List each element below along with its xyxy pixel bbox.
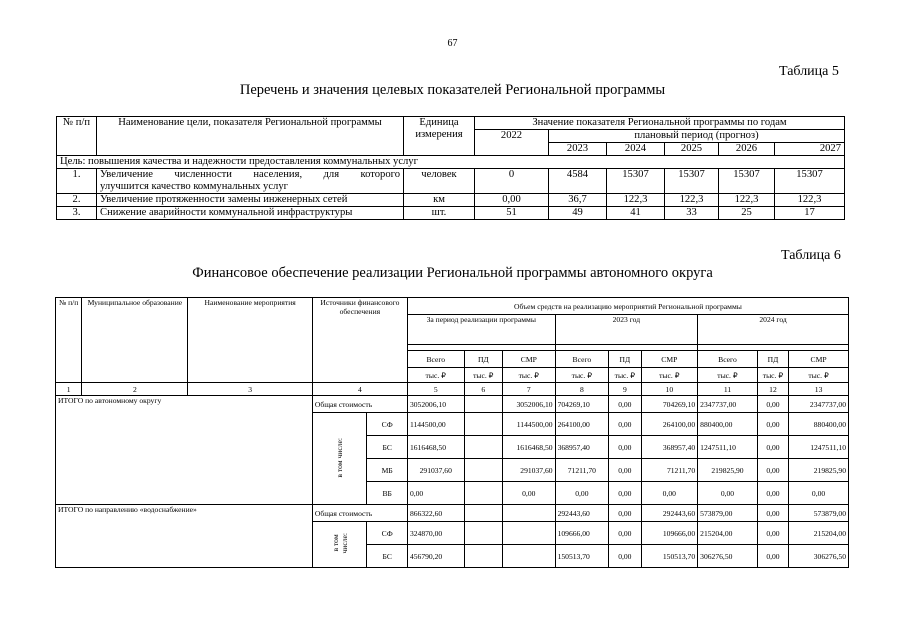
amount-cell: 71211,70 xyxy=(641,459,698,482)
header-year: 2027 xyxy=(775,143,845,156)
block-title: ИТОГО по автономному округу xyxy=(56,396,313,505)
amount-cell: 71211,70 xyxy=(555,459,609,482)
amount-cell: 0,00 xyxy=(789,482,849,505)
header-period-total: За период реализации программы xyxy=(407,315,555,345)
header-values-by-year: Значение показателя Региональной программы по годам xyxy=(475,117,845,130)
header-volume: Объем средств на реализацию мероприятий Региональной программы xyxy=(407,298,848,315)
amount-cell: 0,00 xyxy=(609,545,641,568)
amount-cell: 0,00 xyxy=(609,396,641,413)
amount-cell: 0,00 xyxy=(757,545,788,568)
value-cell: 33 xyxy=(665,207,719,220)
value-cell: 0,00 xyxy=(475,194,549,207)
col-header: Всего xyxy=(407,351,464,368)
unit: человек xyxy=(404,169,475,194)
amount-cell: 573879,00 xyxy=(698,505,758,522)
amount-cell: 866322,60 xyxy=(407,505,464,522)
amount-cell: 0,00 xyxy=(698,482,758,505)
block-title: ИТОГО по направлению «водоснабжение» xyxy=(56,505,313,568)
source-code: СФ xyxy=(367,413,407,436)
amount-cell: 215204,00 xyxy=(789,522,849,545)
value-cell: 122,3 xyxy=(665,194,719,207)
col-number: 12 xyxy=(757,383,788,396)
col-header: Всего xyxy=(555,351,609,368)
header-unit: Единица измерения xyxy=(404,117,475,156)
table5-title: Перечень и значения целевых показателей Региональной программы xyxy=(239,82,666,98)
col-number: 1 xyxy=(56,383,82,396)
amount-cell: 368957,40 xyxy=(641,436,698,459)
amount-cell: 109666,00 xyxy=(555,522,609,545)
col-number: 3 xyxy=(188,383,312,396)
amount-cell xyxy=(502,545,555,568)
header-indicator-name: Наименование цели, показателя Региональной программы xyxy=(97,117,404,156)
value-cell: 25 xyxy=(719,207,775,220)
amount-cell: 0,00 xyxy=(609,459,641,482)
source-code: СФ xyxy=(367,522,407,545)
col-header: СМР xyxy=(502,351,555,368)
source-code: ВБ xyxy=(367,482,407,505)
col-header: Всего xyxy=(698,351,758,368)
col-number: 4 xyxy=(312,383,407,396)
total-label: Общая стоимость xyxy=(312,505,407,522)
amount-cell: 219825,90 xyxy=(698,459,758,482)
value-cell: 122,3 xyxy=(719,194,775,207)
unit: км xyxy=(404,194,475,207)
amount-cell xyxy=(464,522,502,545)
amount-cell: 3052006,10 xyxy=(502,396,555,413)
amount-cell xyxy=(464,482,502,505)
col-header: СМР xyxy=(641,351,698,368)
row-num: 2. xyxy=(57,194,97,207)
col-header: ПД xyxy=(757,351,788,368)
including-text-part: числе: xyxy=(339,533,349,554)
including-label xyxy=(312,522,367,568)
amount-cell: 0,00 xyxy=(641,482,698,505)
value-cell: 122,3 xyxy=(607,194,665,207)
amount-cell: 264100,00 xyxy=(555,413,609,436)
unit-cell: тыс. ₽ xyxy=(757,368,788,383)
amount-cell: 0,00 xyxy=(757,459,788,482)
amount-cell: 0,00 xyxy=(757,482,788,505)
header-sources: Источники финансового обеспечения xyxy=(312,298,407,383)
amount-cell: 1247511,10 xyxy=(789,436,849,459)
header-num: № п/п xyxy=(57,117,97,156)
header-event: Наименование мероприятия xyxy=(188,298,312,383)
col-number: 9 xyxy=(609,383,641,396)
column-number-row xyxy=(56,383,849,396)
amount-cell: 0,00 xyxy=(407,482,464,505)
table-row xyxy=(57,194,845,207)
header-num: № п/п xyxy=(56,298,82,383)
col-number: 10 xyxy=(641,383,698,396)
amount-cell: 2347737,00 xyxy=(789,396,849,413)
unit-cell: тыс. ₽ xyxy=(464,368,502,383)
col-header: ПД xyxy=(464,351,502,368)
indicator-name-line: улучшится качество коммунальных услуг xyxy=(100,181,288,192)
amount-cell: 3052006,10 xyxy=(407,396,464,413)
value-cell: 0 xyxy=(475,169,549,194)
value-cell: 51 xyxy=(475,207,549,220)
amount-cell xyxy=(502,522,555,545)
unit-cell: тыс. ₽ xyxy=(555,368,609,383)
amount-cell: 292443,60 xyxy=(641,505,698,522)
header-year: 2025 xyxy=(665,143,719,156)
unit-cell: тыс. ₽ xyxy=(502,368,555,383)
amount-cell: 1144500,00 xyxy=(502,413,555,436)
header-municipality: Муниципальное образование xyxy=(82,298,188,383)
amount-cell: 1616468,50 xyxy=(407,436,464,459)
header-year-2023: 2023 год xyxy=(555,315,698,345)
unit-cell: тыс. ₽ xyxy=(641,368,698,383)
indicator-name-line: Увеличение численности населения, для которого xyxy=(100,169,400,180)
including-text: в том числе: xyxy=(335,437,345,478)
col-number: 13 xyxy=(789,383,849,396)
value-cell: 122,3 xyxy=(775,194,845,207)
amount-cell xyxy=(464,505,502,522)
col-number: 2 xyxy=(82,383,188,396)
header-year: 2023 xyxy=(549,143,607,156)
amount-cell: 0,00 xyxy=(757,436,788,459)
amount-cell: 368957,40 xyxy=(555,436,609,459)
value-cell: 36,7 xyxy=(549,194,607,207)
col-header: ПД xyxy=(609,351,641,368)
table5-label: Таблица 5 xyxy=(779,64,839,79)
value-cell: 49 xyxy=(549,207,607,220)
amount-cell xyxy=(464,413,502,436)
value-cell: 15307 xyxy=(719,169,775,194)
header-year-2024: 2024 год xyxy=(698,315,849,345)
value-cell: 15307 xyxy=(665,169,719,194)
amount-cell: 219825,90 xyxy=(789,459,849,482)
amount-cell: 0,00 xyxy=(609,436,641,459)
page-number: 67 xyxy=(447,38,458,49)
amount-cell: 306276,50 xyxy=(698,545,758,568)
indicator-name: Снижение аварийности коммунальной инфраструктуры xyxy=(97,207,404,220)
amount-cell: 292443,60 xyxy=(555,505,609,522)
col-number: 6 xyxy=(464,383,502,396)
amount-cell: 291037,60 xyxy=(502,459,555,482)
table6-label: Таблица 6 xyxy=(781,248,841,263)
unit-cell: тыс. ₽ xyxy=(698,368,758,383)
table-row xyxy=(57,207,845,220)
amount-cell: 0,00 xyxy=(757,396,788,413)
indicator-name xyxy=(97,169,404,194)
value-cell: 4584 xyxy=(549,169,607,194)
amount-cell xyxy=(502,505,555,522)
value-cell: 15307 xyxy=(607,169,665,194)
header-year: 2024 xyxy=(607,143,665,156)
amount-cell: 880400,00 xyxy=(698,413,758,436)
amount-cell: 0,00 xyxy=(757,413,788,436)
source-code: БС xyxy=(367,436,407,459)
amount-cell: 264100,00 xyxy=(641,413,698,436)
header-year: 2026 xyxy=(719,143,775,156)
amount-cell: 150513,70 xyxy=(641,545,698,568)
amount-cell: 0,00 xyxy=(609,413,641,436)
amount-cell: 704269,10 xyxy=(641,396,698,413)
amount-cell: 1247511,10 xyxy=(698,436,758,459)
row-num: 1. xyxy=(57,169,97,194)
unit-cell: тыс. ₽ xyxy=(407,368,464,383)
value-cell: 15307 xyxy=(775,169,845,194)
amount-cell: 0,00 xyxy=(555,482,609,505)
amount-cell: 150513,70 xyxy=(555,545,609,568)
including-text xyxy=(331,533,349,554)
amount-cell xyxy=(464,396,502,413)
unit: шт. xyxy=(404,207,475,220)
amount-cell: 704269,10 xyxy=(555,396,609,413)
table-row xyxy=(56,505,849,522)
value-cell: 17 xyxy=(775,207,845,220)
amount-cell: 324870,00 xyxy=(407,522,464,545)
value-cell: 41 xyxy=(607,207,665,220)
unit-cell: тыс. ₽ xyxy=(609,368,641,383)
col-number: 11 xyxy=(698,383,758,396)
header-plan-period: плановый период (прогноз) xyxy=(549,130,845,143)
goal-row: Цель: повышения качества и надежности предоставления коммунальных услуг xyxy=(57,156,845,169)
amount-cell: 1616468,50 xyxy=(502,436,555,459)
amount-cell: 109666,00 xyxy=(641,522,698,545)
col-number: 7 xyxy=(502,383,555,396)
financing-table xyxy=(55,297,849,568)
indicator-name: Увеличение протяженности замены инженерных сетей xyxy=(97,194,404,207)
amount-cell: 2347737,00 xyxy=(698,396,758,413)
amount-cell: 0,00 xyxy=(502,482,555,505)
table-row xyxy=(56,396,849,413)
amount-cell: 0,00 xyxy=(609,505,641,522)
including-text-part: в том xyxy=(330,534,340,553)
amount-cell: 0,00 xyxy=(609,522,641,545)
unit-cell: тыс. ₽ xyxy=(789,368,849,383)
total-label: Общая стоимость xyxy=(312,396,407,413)
table6-title: Финансовое обеспечение реализации Региональной программы автономного округа xyxy=(192,265,713,281)
amount-cell: 291037,60 xyxy=(407,459,464,482)
amount-cell: 306276,50 xyxy=(789,545,849,568)
table-row xyxy=(57,169,845,194)
including-label xyxy=(312,413,367,505)
amount-cell xyxy=(464,436,502,459)
amount-cell: 880400,00 xyxy=(789,413,849,436)
amount-cell: 0,00 xyxy=(757,505,788,522)
amount-cell: 215204,00 xyxy=(698,522,758,545)
col-number: 8 xyxy=(555,383,609,396)
header-base-year: 2022 xyxy=(475,130,549,156)
amount-cell: 0,00 xyxy=(757,522,788,545)
col-number: 5 xyxy=(407,383,464,396)
col-header: СМР xyxy=(789,351,849,368)
amount-cell xyxy=(464,545,502,568)
amount-cell: 573879,00 xyxy=(789,505,849,522)
target-indicators-table xyxy=(56,116,845,220)
row-num: 3. xyxy=(57,207,97,220)
source-code: БС xyxy=(367,545,407,568)
amount-cell xyxy=(464,459,502,482)
amount-cell: 1144500,00 xyxy=(407,413,464,436)
amount-cell: 0,00 xyxy=(609,482,641,505)
source-code: МБ xyxy=(367,459,407,482)
amount-cell: 456790,20 xyxy=(407,545,464,568)
